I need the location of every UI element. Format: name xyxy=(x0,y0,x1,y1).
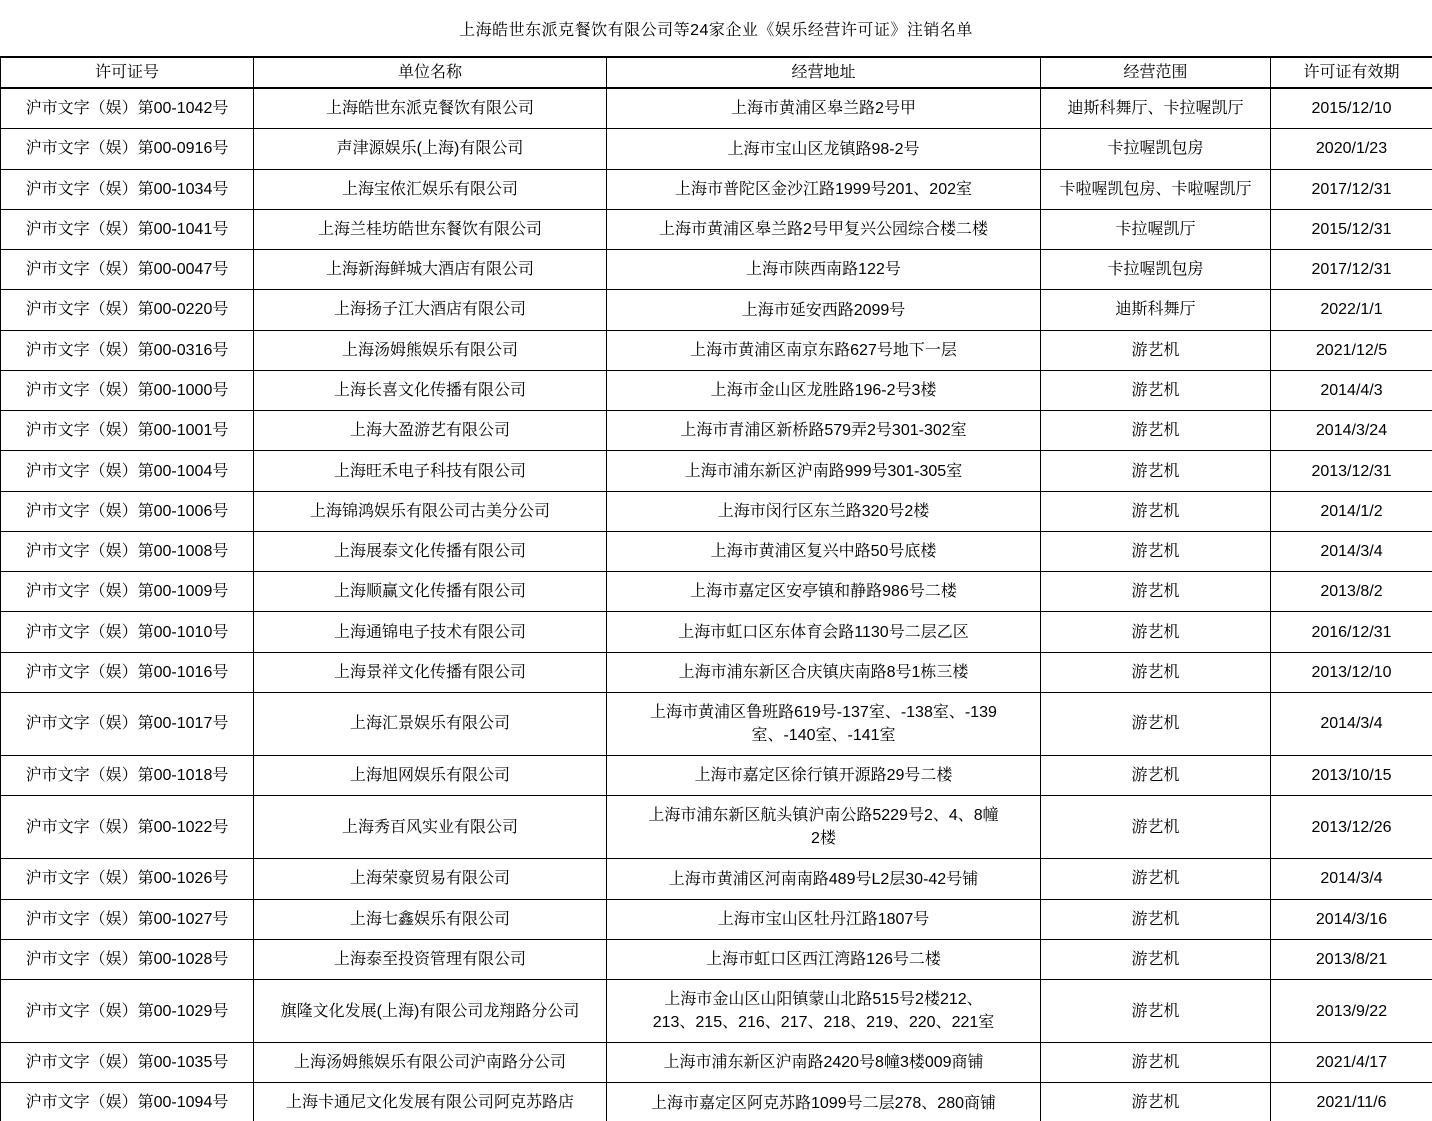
business-scope-cell: 游艺机 xyxy=(1041,980,1271,1043)
address-text: 上海市嘉定区安亭镇和静路986号二楼 xyxy=(690,583,957,601)
address-cell xyxy=(607,411,1041,451)
company-name-cell: 上海景祥文化传播有限公司 xyxy=(254,652,607,692)
license-no-cell: 沪市文字（娱）第00-0316号 xyxy=(1,330,254,370)
validity-cell: 2014/3/4 xyxy=(1271,859,1432,899)
table-row xyxy=(1,209,1432,249)
license-no-cell: 沪市文字（娱）第00-1028号 xyxy=(1,939,254,979)
address-cell xyxy=(607,250,1041,290)
validity-cell: 2022/1/1 xyxy=(1271,290,1432,330)
company-name-cell: 上海通锦电子技术有限公司 xyxy=(254,612,607,652)
address-text: 上海市虹口区东体育会路1130号二层乙区 xyxy=(678,623,969,641)
address-text: 上海市浦东新区沪南路999号301-305室 xyxy=(684,462,963,480)
table-row xyxy=(1,980,1432,1043)
validity-cell: 2014/4/3 xyxy=(1271,370,1432,410)
validity-cell: 2014/1/2 xyxy=(1271,491,1432,531)
address-cell xyxy=(607,755,1041,795)
company-name-cell: 上海展泰文化传播有限公司 xyxy=(254,531,607,571)
company-name-cell: 上海锦鸿娱乐有限公司古美分公司 xyxy=(254,491,607,531)
license-no-cell: 沪市文字（娱）第00-1034号 xyxy=(1,169,254,209)
address-cell xyxy=(607,572,1041,612)
validity-cell: 2013/10/15 xyxy=(1271,755,1432,795)
table-row xyxy=(1,612,1432,652)
license-no-cell: 沪市文字（娱）第00-1029号 xyxy=(1,980,254,1043)
license-no-cell: 沪市文字（娱）第00-0916号 xyxy=(1,129,254,169)
business-scope-cell: 游艺机 xyxy=(1041,411,1271,451)
company-name-cell: 上海长喜文化传播有限公司 xyxy=(254,370,607,410)
table-row xyxy=(1,939,1432,979)
validity-cell: 2013/9/22 xyxy=(1271,980,1432,1043)
address-text: 上海市陕西南路122号 xyxy=(746,261,901,279)
table-row xyxy=(1,796,1432,859)
business-scope-cell: 游艺机 xyxy=(1041,692,1271,755)
table-row xyxy=(1,1043,1432,1083)
address-text: 上海市黄浦区南京东路627号地下一层 xyxy=(690,341,957,359)
license-no-cell: 沪市文字（娱）第00-1010号 xyxy=(1,612,254,652)
company-name-cell: 上海秀百风实业有限公司 xyxy=(254,796,607,859)
address-text: 上海市闵行区东兰路320号2楼 xyxy=(717,502,930,520)
document-title: 上海皓世东派克餐饮有限公司等24家企业《娱乐经营许可证》注销名单 xyxy=(459,21,973,39)
validity-cell: 2017/12/31 xyxy=(1271,250,1432,290)
company-name-cell: 上海大盈游艺有限公司 xyxy=(254,411,607,451)
company-name-cell: 上海旺禾电子科技有限公司 xyxy=(254,451,607,491)
business-scope-cell: 游艺机 xyxy=(1041,939,1271,979)
validity-cell: 2021/12/5 xyxy=(1271,330,1432,370)
license-no-cell: 沪市文字（娱）第00-1022号 xyxy=(1,796,254,859)
address-cell xyxy=(607,1043,1041,1083)
business-scope-cell: 游艺机 xyxy=(1041,755,1271,795)
address-text: 上海市黄浦区河南南路489号L2层30-42号铺 xyxy=(668,870,979,888)
business-scope-cell: 游艺机 xyxy=(1041,451,1271,491)
address-text: 上海市浦东新区合庆镇庆南路8号1栋三楼 xyxy=(678,663,969,681)
company-name-cell: 上海顺赢文化传播有限公司 xyxy=(254,572,607,612)
company-name-cell: 上海汤姆熊娱乐有限公司沪南路分公司 xyxy=(254,1043,607,1083)
validity-cell: 2015/12/31 xyxy=(1271,209,1432,249)
validity-cell: 2016/12/31 xyxy=(1271,612,1432,652)
address-cell xyxy=(607,1083,1041,1121)
address-cell xyxy=(607,370,1041,410)
address-text: 上海市浦东新区航头镇沪南公路5229号2、4、8幢2楼 xyxy=(648,807,999,848)
business-scope-cell: 游艺机 xyxy=(1041,652,1271,692)
address-cell xyxy=(607,491,1041,531)
business-scope-cell: 游艺机 xyxy=(1041,612,1271,652)
business-scope-cell: 卡拉喔凯包房 xyxy=(1041,129,1271,169)
validity-cell: 2013/8/21 xyxy=(1271,939,1432,979)
company-name-cell: 上海兰桂坊皓世东餐饮有限公司 xyxy=(254,209,607,249)
company-name-cell: 上海泰至投资管理有限公司 xyxy=(254,939,607,979)
address-text: 上海市金山区山阳镇蒙山北路515号2楼212、213、215、216、217、218、219、220、221室 xyxy=(652,991,995,1032)
address-text: 上海市黄浦区鲁班路619号-137室、-138室、-139室、-140室、-141室 xyxy=(650,703,997,744)
license-no-cell: 沪市文字（娱）第00-1035号 xyxy=(1,1043,254,1083)
validity-cell: 2013/12/10 xyxy=(1271,652,1432,692)
company-name-cell: 上海旭网娱乐有限公司 xyxy=(254,755,607,795)
license-no-cell: 沪市文字（娱）第00-1041号 xyxy=(1,209,254,249)
business-scope-cell: 游艺机 xyxy=(1041,796,1271,859)
address-text: 上海市浦东新区沪南路2420号8幢3楼009商铺 xyxy=(663,1054,984,1072)
validity-cell: 2021/4/17 xyxy=(1271,1043,1432,1083)
company-name-cell: 上海七鑫娱乐有限公司 xyxy=(254,899,607,939)
table-row xyxy=(1,330,1432,370)
license-no-cell: 沪市文字（娱）第00-1009号 xyxy=(1,572,254,612)
address-cell xyxy=(607,330,1041,370)
validity-cell: 2014/3/4 xyxy=(1271,531,1432,571)
company-name-cell: 上海宝侬汇娱乐有限公司 xyxy=(254,169,607,209)
license-no-cell: 沪市文字（娱）第00-1000号 xyxy=(1,370,254,410)
license-no-cell: 沪市文字（娱）第00-1094号 xyxy=(1,1083,254,1121)
address-text: 上海市宝山区龙镇路98-2号 xyxy=(727,140,920,158)
address-text: 上海市青浦区新桥路579弄2号301-302室 xyxy=(680,422,967,440)
table-row xyxy=(1,572,1432,612)
table-row xyxy=(1,129,1432,169)
address-text: 上海市普陀区金沙江路1999号201、202室 xyxy=(675,180,972,198)
business-scope-cell: 迪斯科舞厅 xyxy=(1041,290,1271,330)
business-scope-cell: 游艺机 xyxy=(1041,1043,1271,1083)
validity-cell: 2013/8/2 xyxy=(1271,572,1432,612)
column-header-validity: 许可证有效期 xyxy=(1271,57,1432,88)
license-no-cell: 沪市文字（娱）第00-1008号 xyxy=(1,531,254,571)
address-cell xyxy=(607,169,1041,209)
validity-cell: 2020/1/23 xyxy=(1271,129,1432,169)
license-no-cell: 沪市文字（娱）第00-0220号 xyxy=(1,290,254,330)
license-no-cell: 沪市文字（娱）第00-1006号 xyxy=(1,491,254,531)
address-cell xyxy=(607,612,1041,652)
address-text: 上海市金山区龙胜路196-2号3楼 xyxy=(710,382,937,400)
table-row xyxy=(1,531,1432,571)
company-name-cell: 上海荣豪贸易有限公司 xyxy=(254,859,607,899)
address-text: 上海市宝山区牡丹江路1807号 xyxy=(717,910,930,928)
address-cell xyxy=(607,899,1041,939)
address-text: 上海市黄浦区皋兰路2号甲复兴公园综合楼二楼 xyxy=(659,221,988,239)
company-name-cell: 上海汤姆熊娱乐有限公司 xyxy=(254,330,607,370)
table-row xyxy=(1,370,1432,410)
license-no-cell: 沪市文字（娱）第00-1026号 xyxy=(1,859,254,899)
address-cell xyxy=(607,652,1041,692)
table-row xyxy=(1,451,1432,491)
validity-cell: 2021/11/6 xyxy=(1271,1083,1432,1121)
address-cell xyxy=(607,531,1041,571)
business-scope-cell: 卡拉喔凯包房 xyxy=(1041,250,1271,290)
address-cell xyxy=(607,939,1041,979)
business-scope-cell: 游艺机 xyxy=(1041,370,1271,410)
business-scope-cell: 游艺机 xyxy=(1041,859,1271,899)
address-cell xyxy=(607,796,1041,859)
table-row xyxy=(1,1083,1432,1121)
address-text: 上海市黄浦区皋兰路2号甲 xyxy=(731,100,916,118)
validity-cell: 2013/12/31 xyxy=(1271,451,1432,491)
table-row xyxy=(1,411,1432,451)
table-row xyxy=(1,491,1432,531)
address-cell xyxy=(607,209,1041,249)
validity-cell: 2017/12/31 xyxy=(1271,169,1432,209)
table-row xyxy=(1,290,1432,330)
company-name-cell: 上海新海鲜城大酒店有限公司 xyxy=(254,250,607,290)
validity-cell: 2014/3/16 xyxy=(1271,899,1432,939)
validity-cell: 2014/3/24 xyxy=(1271,411,1432,451)
license-no-cell: 沪市文字（娱）第00-1042号 xyxy=(1,88,254,129)
validity-cell: 2013/12/26 xyxy=(1271,796,1432,859)
address-cell xyxy=(607,980,1041,1043)
table-row xyxy=(1,755,1432,795)
address-text: 上海市黄浦区复兴中路50号底楼 xyxy=(710,543,937,561)
business-scope-cell: 游艺机 xyxy=(1041,491,1271,531)
license-no-cell: 沪市文字（娱）第00-1016号 xyxy=(1,652,254,692)
business-scope-cell: 游艺机 xyxy=(1041,531,1271,571)
address-cell xyxy=(607,290,1041,330)
business-scope-cell: 游艺机 xyxy=(1041,1083,1271,1121)
table-header-row xyxy=(1,57,1432,88)
address-cell xyxy=(607,129,1041,169)
license-no-cell: 沪市文字（娱）第00-1027号 xyxy=(1,899,254,939)
business-scope-cell: 卡拉喔凯厅 xyxy=(1041,209,1271,249)
address-cell xyxy=(607,88,1041,129)
column-header-address: 经营地址 xyxy=(607,57,1041,88)
table-row xyxy=(1,899,1432,939)
table-row xyxy=(1,250,1432,290)
company-name-cell: 上海扬子江大酒店有限公司 xyxy=(254,290,607,330)
company-name-cell: 旗隆文化发展(上海)有限公司龙翔路分公司 xyxy=(254,980,607,1043)
address-text: 上海市嘉定区阿克苏路1099号二层278、280商铺 xyxy=(651,1094,996,1112)
license-no-cell: 沪市文字（娱）第00-1017号 xyxy=(1,692,254,755)
business-scope-cell: 迪斯科舞厅、卡拉喔凯厅 xyxy=(1041,88,1271,129)
company-name-cell: 上海卡通尼文化发展有限公司阿克苏路店 xyxy=(254,1083,607,1121)
address-text: 上海市延安西路2099号 xyxy=(741,301,906,319)
company-name-cell: 声津源娱乐(上海)有限公司 xyxy=(254,129,607,169)
license-no-cell: 沪市文字（娱）第00-1018号 xyxy=(1,755,254,795)
column-header-license-no: 许可证号 xyxy=(1,57,254,88)
table-row xyxy=(1,652,1432,692)
license-no-cell: 沪市文字（娱）第00-1004号 xyxy=(1,451,254,491)
company-name-cell: 上海皓世东派克餐饮有限公司 xyxy=(254,88,607,129)
business-scope-cell: 游艺机 xyxy=(1041,572,1271,612)
license-table xyxy=(0,56,1432,1121)
address-cell xyxy=(607,859,1041,899)
table-row xyxy=(1,169,1432,209)
license-no-cell: 沪市文字（娱）第00-1001号 xyxy=(1,411,254,451)
validity-cell: 2014/3/4 xyxy=(1271,692,1432,755)
column-header-company-name: 单位名称 xyxy=(254,57,607,88)
address-cell xyxy=(607,451,1041,491)
address-text: 上海市虹口区西江湾路126号二楼 xyxy=(706,951,941,969)
business-scope-cell: 卡啦喔凯包房、卡啦喔凯厅 xyxy=(1041,169,1271,209)
license-no-cell: 沪市文字（娱）第00-0047号 xyxy=(1,250,254,290)
business-scope-cell: 游艺机 xyxy=(1041,330,1271,370)
company-name-cell: 上海汇景娱乐有限公司 xyxy=(254,692,607,755)
address-text: 上海市嘉定区徐行镇开源路29号二楼 xyxy=(694,767,953,785)
business-scope-cell: 游艺机 xyxy=(1041,899,1271,939)
table-row xyxy=(1,859,1432,899)
column-header-business-scope: 经营范围 xyxy=(1041,57,1271,88)
address-cell xyxy=(607,692,1041,755)
table-row xyxy=(1,692,1432,755)
validity-cell: 2015/12/10 xyxy=(1271,88,1432,129)
table-row xyxy=(1,88,1432,129)
